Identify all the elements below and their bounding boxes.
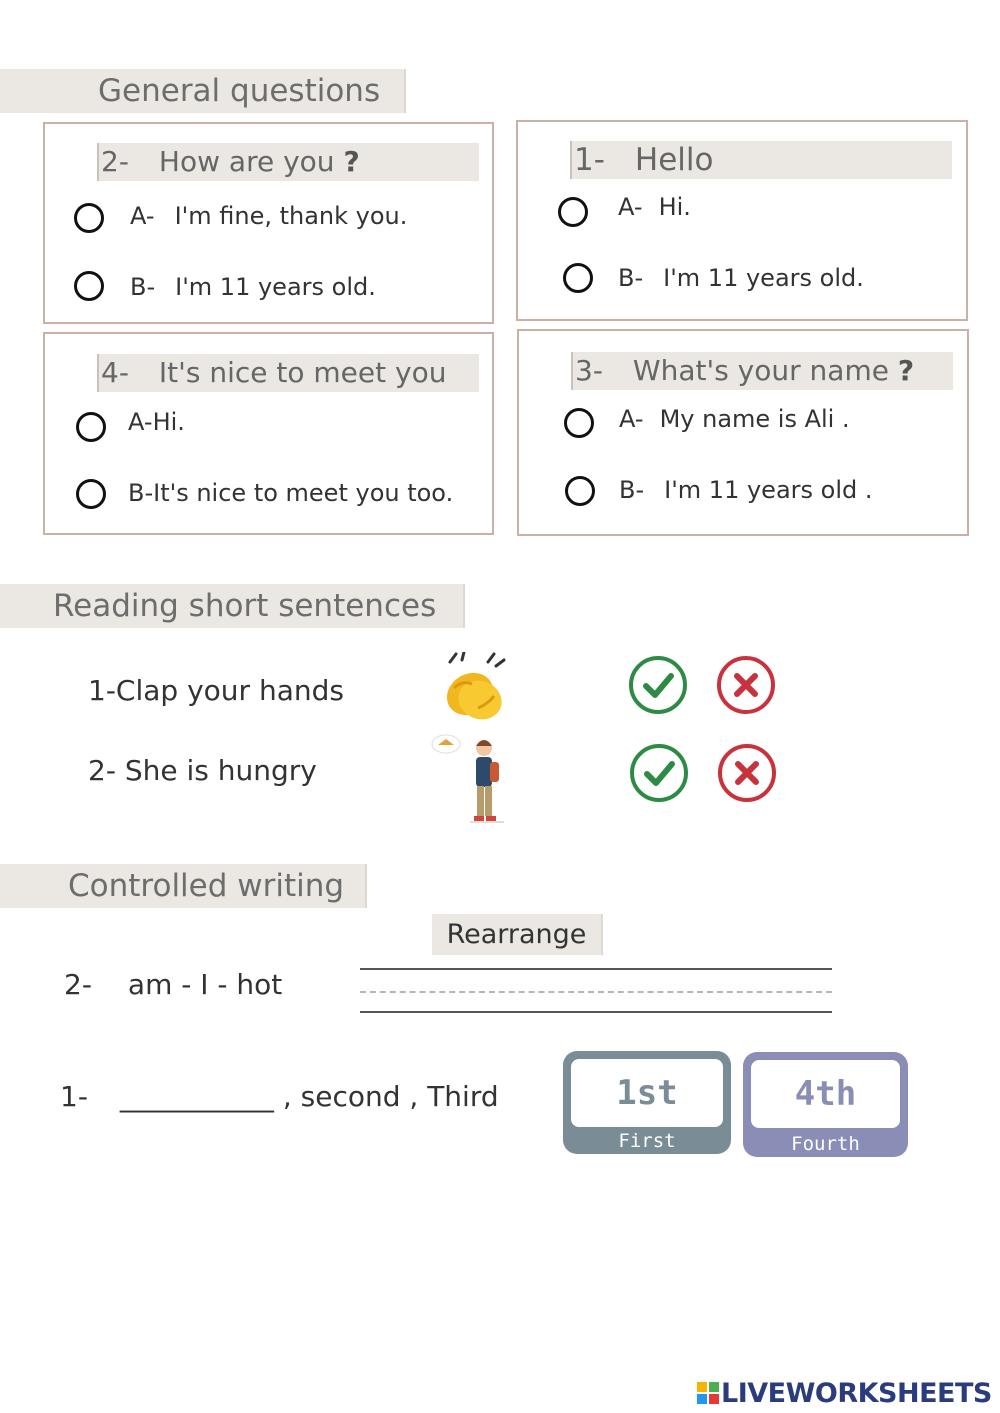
item-blank[interactable]: ___________ [119, 1080, 274, 1113]
option-a[interactable] [128, 404, 185, 440]
question-heading [97, 143, 479, 181]
check-icon [633, 660, 683, 710]
option-letter: A- [130, 202, 155, 230]
option-text: I'm fine, thank you. [174, 202, 408, 230]
question-number: 3- [575, 354, 603, 387]
option-radio-b[interactable] [565, 476, 595, 506]
option-radio-b[interactable] [563, 263, 593, 293]
option-radio-a[interactable] [76, 412, 106, 442]
item-rest: , second , Third [282, 1080, 499, 1113]
writing-item-2 [64, 968, 282, 1001]
wrong-button-1[interactable] [717, 656, 775, 714]
writing-item-1 [60, 1080, 499, 1113]
cross-icon [721, 660, 771, 710]
section-title-writing: Controlled writing [0, 864, 367, 908]
section-title-reading: Reading short sentences [0, 584, 465, 628]
card-small-text: First [618, 1130, 676, 1152]
card-small-text: Fourth [791, 1133, 860, 1155]
option-radio-a[interactable] [74, 203, 104, 233]
reading-sentence-2 [88, 754, 317, 787]
option-radio-b[interactable] [74, 271, 104, 301]
liveworksheets-logo [697, 1378, 997, 1410]
question-box-1 [516, 120, 968, 321]
item-number: 2- [64, 968, 92, 1001]
question-text: Hello [634, 142, 714, 178]
option-b[interactable] [130, 269, 376, 305]
option-text: Hi. [658, 193, 691, 221]
question-text: What's your name [632, 354, 889, 387]
option-text: Hi. [152, 408, 185, 436]
question-heading [571, 352, 953, 390]
choice-card-fourth[interactable] [743, 1052, 908, 1157]
check-icon [634, 748, 684, 798]
live-logo-icon [697, 1382, 719, 1404]
sentence-text: Clap your hands [115, 674, 344, 707]
rearrange-label: Rearrange [432, 914, 603, 955]
cross-icon [722, 748, 772, 798]
option-a[interactable] [130, 198, 407, 234]
option-a[interactable] [619, 401, 850, 437]
question-number: 4- [101, 356, 129, 389]
wrong-button-2[interactable] [718, 744, 776, 802]
question-heading [97, 354, 479, 392]
option-letter: A- [128, 408, 153, 436]
option-text: My name is Ali . [659, 405, 850, 433]
question-number: 2- [101, 145, 129, 178]
correct-button-2[interactable] [630, 744, 688, 802]
option-radio-a[interactable] [558, 197, 588, 227]
question-number: 1- [574, 142, 605, 178]
clapping-hands-icon [432, 652, 510, 724]
question-text: It's nice to meet you [158, 356, 447, 389]
answer-line-input[interactable] [360, 968, 832, 1014]
option-b[interactable] [128, 475, 453, 511]
card-big-text: 1st [571, 1059, 723, 1127]
brand-text: LIVEWORKSHEETS [721, 1378, 992, 1409]
option-text: I'm 11 years old . [664, 476, 873, 504]
sentence-number: 2- [88, 754, 116, 787]
option-letter: B- [130, 273, 156, 301]
correct-button-1[interactable] [629, 656, 687, 714]
option-b[interactable] [618, 260, 864, 296]
option-text: I'm 11 years old. [663, 264, 864, 292]
question-mark: ? [897, 354, 915, 387]
option-radio-b[interactable] [76, 479, 106, 509]
option-a[interactable] [618, 189, 691, 225]
option-text: It's nice to meet you too. [153, 479, 454, 507]
question-mark: ? [343, 145, 360, 178]
item-words: am - I - hot [127, 968, 283, 1001]
option-text: I'm 11 years old. [175, 273, 376, 301]
section-title-general: General questions [0, 69, 406, 113]
question-text: How are you [158, 145, 335, 178]
question-box-4 [43, 332, 494, 535]
question-box-2 [43, 122, 494, 324]
sentence-text: She is hungry [124, 754, 317, 787]
choice-card-first[interactable] [563, 1051, 731, 1154]
card-big-text: 4th [751, 1060, 900, 1128]
option-letter: B- [128, 479, 154, 507]
option-letter: A- [618, 193, 643, 221]
reading-sentence-1 [88, 674, 344, 707]
item-number: 1- [60, 1080, 88, 1113]
option-letter: A- [619, 405, 644, 433]
question-heading [570, 141, 952, 179]
option-letter: B- [618, 264, 644, 292]
option-letter: B- [619, 476, 645, 504]
option-radio-a[interactable] [564, 408, 594, 438]
hungry-girl-icon [430, 732, 510, 828]
sentence-number: 1- [88, 674, 116, 707]
option-b[interactable] [619, 472, 873, 508]
question-box-3 [517, 329, 969, 536]
